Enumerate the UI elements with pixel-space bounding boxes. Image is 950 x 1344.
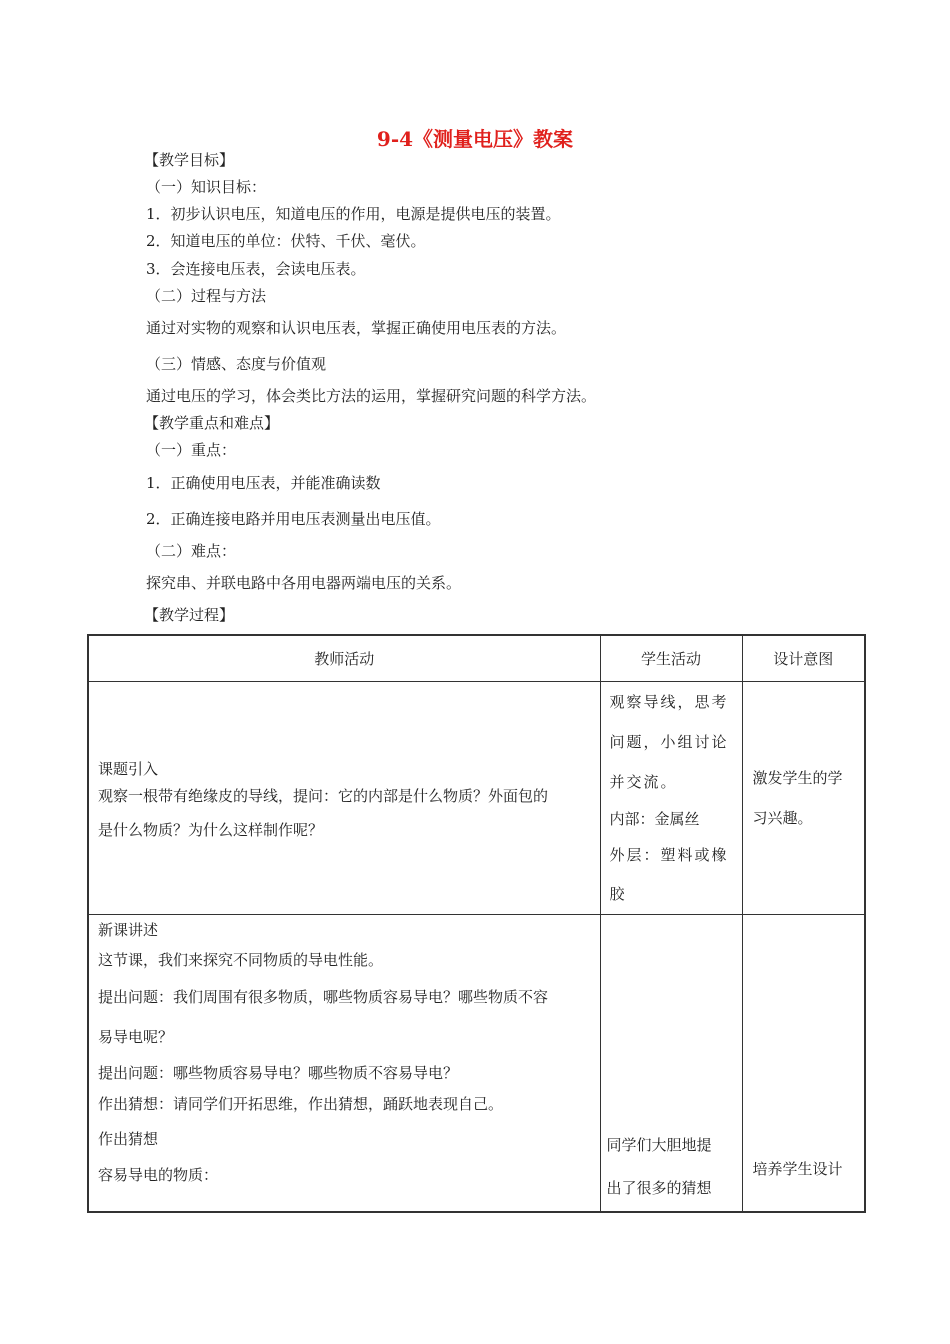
row1-student-line: 并交流。 (609, 773, 678, 791)
row2-teacher-line: 提出问题：我们周围有很多物质，哪些物质容易导电？哪些物质不容 (98, 988, 549, 1006)
row1-student-line: 内部：金属丝 (609, 810, 700, 828)
document-title: 9-4《测量电压》教案 (376, 127, 574, 151)
row1-student-line: 观察导线，思考 (609, 693, 729, 711)
key-point-1: 1．正确使用电压表，并能准确读数 (146, 474, 381, 492)
emotion-heading: （三）情感、态度与价值观 (146, 355, 327, 373)
teaching-process-table (87, 634, 866, 1213)
row1-design-line: 习兴趣。 (752, 809, 813, 827)
row1-teacher-line: 课题引入 (98, 760, 159, 778)
row2-teacher-line: 这节课，我们来探究不同物质的导电性能。 (98, 951, 384, 969)
row2-student-cell (600, 915, 742, 1213)
row2-student-line: 出了很多的猜想 (606, 1179, 712, 1197)
row2-teacher-line: 易导电呢？ (98, 1028, 174, 1046)
row2-teacher-cell (88, 915, 600, 1213)
row2-teacher-line: 提出问题：哪些物质容易导电？哪些物质不容易导电？ (98, 1064, 459, 1082)
teaching-process-heading: 【教学过程】 (144, 606, 235, 624)
key-point-2: 2．正确连接电路并用电压表测量出电压值。 (146, 510, 441, 528)
difficulty-heading: （二）难点： (146, 542, 237, 560)
header-teacher-activity: 教师活动 (88, 635, 600, 682)
row2-teacher-line: 作出猜想：请同学们开拓思维，作出猜想，踊跃地表现自己。 (98, 1095, 504, 1113)
knowledge-heading: （一）知识目标： (146, 178, 267, 196)
row2-teacher-line: 新课讲述 (98, 921, 159, 939)
row1-student-line: 外层：塑料或橡 (609, 846, 729, 864)
header-student-activity: 学生活动 (600, 635, 742, 682)
knowledge-item-2: 2．知道电压的单位：伏特、千伏、毫伏。 (146, 232, 426, 250)
table-row (88, 915, 865, 1213)
emotion-text: 通过电压的学习，体会类比方法的运用，掌握研究问题的科学方法。 (146, 387, 597, 405)
row2-design-cell (742, 915, 865, 1213)
table-header-row (88, 635, 865, 682)
row1-teacher-line: 是什么物质？为什么这样制作呢？ (98, 821, 324, 839)
key-points-heading: （一）重点： (146, 441, 237, 459)
row2-teacher-line: 容易导电的物质： (98, 1166, 219, 1184)
row1-student-line: 胶 (609, 885, 627, 903)
row2-student-line: 同学们大胆地提 (606, 1136, 712, 1154)
row1-design-cell (742, 682, 865, 915)
key-difficulty-heading: 【教学重点和难点】 (144, 414, 280, 432)
row1-student-line: 问题，小组讨论 (609, 733, 729, 751)
table-row (88, 682, 865, 915)
goals-heading: 【教学目标】 (144, 151, 235, 169)
process-text: 通过对实物的观察和认识电压表，掌握正确使用电压表的方法。 (146, 319, 567, 337)
row2-teacher-line: 作出猜想 (98, 1130, 159, 1148)
row1-teacher-line: 观察一根带有绝缘皮的导线，提问：它的内部是什么物质？外面包的 (98, 787, 549, 805)
row1-student-cell (600, 682, 742, 915)
process-heading: （二）过程与方法 (146, 287, 267, 305)
knowledge-item-1: 1．初步认识电压，知道电压的作用，电源是提供电压的装置。 (146, 205, 561, 223)
difficulty-text: 探究串、并联电路中各用电器两端电压的关系。 (146, 574, 462, 592)
row1-design-line: 激发学生的学 (752, 769, 843, 787)
knowledge-item-3: 3．会连接电压表，会读电压表。 (146, 260, 366, 278)
row2-design-line: 培养学生设计 (752, 1160, 843, 1178)
row1-teacher-cell (88, 682, 600, 915)
header-design-intent: 设计意图 (742, 635, 865, 682)
